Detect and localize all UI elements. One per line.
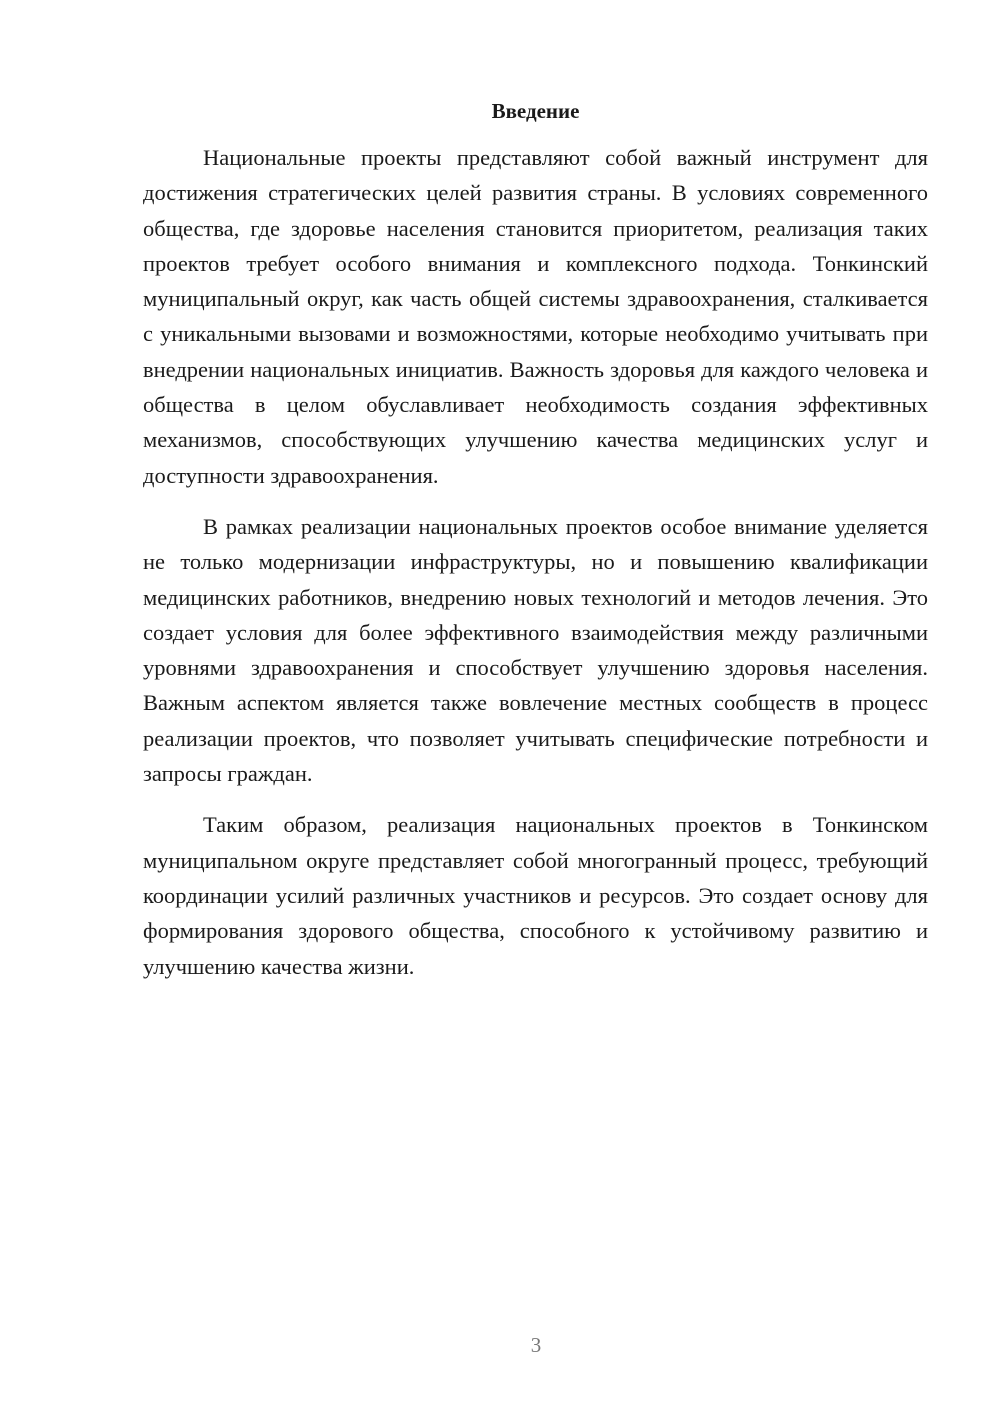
- paragraph-1: Национальные проекты представляют собой важный инструмент для достижения стратегических целей развития страны. В условиях современного общества, где здоровье населения становится приоритетом, реализация таких проектов требует особого внимания и комплексного подхода. Тонкинский муниципальный округ, как часть общей системы здравоохранения, сталкивается с уникальными вызовами и возможностями, которые необходимо учитывать при внедрении национальных инициатив. Важность здоровья для каждого человека и общества в целом обуславливает необходимость создания эффективных механизмов, способствующих улучшению качества медицинских услуг и доступности здравоохранения.: [143, 145, 928, 488]
- paragraph-3: Таким образом, реализация национальных проектов в Тонкинском муниципальном округе представляет собой многогранный процесс, требующий координации усилий различных участников и ресурсов. Это создает основу для формирования здорового общества, способного к устойчивому развитию и улучшению качества жизни.: [143, 812, 928, 979]
- page-content: [143, 96, 928, 1000]
- paragraph-2: В рамках реализации национальных проектов особое внимание уделяется не только модернизации инфраструктуры, но и повышению квалификации медицинских работников, внедрению новых технологий и методов лечения. Это создает условия для более эффективного взаимодействия между различными уровнями здравоохранения и способствует улучшению здоровья населения. Важным аспектом является также вовлечение местных сообществ в процесс реализации проектов, что позволяет учитывать специфические потребности и запросы граждан.: [143, 513, 928, 787]
- section-heading: Введение: [491, 99, 580, 123]
- page-number: 3: [530, 1333, 542, 1357]
